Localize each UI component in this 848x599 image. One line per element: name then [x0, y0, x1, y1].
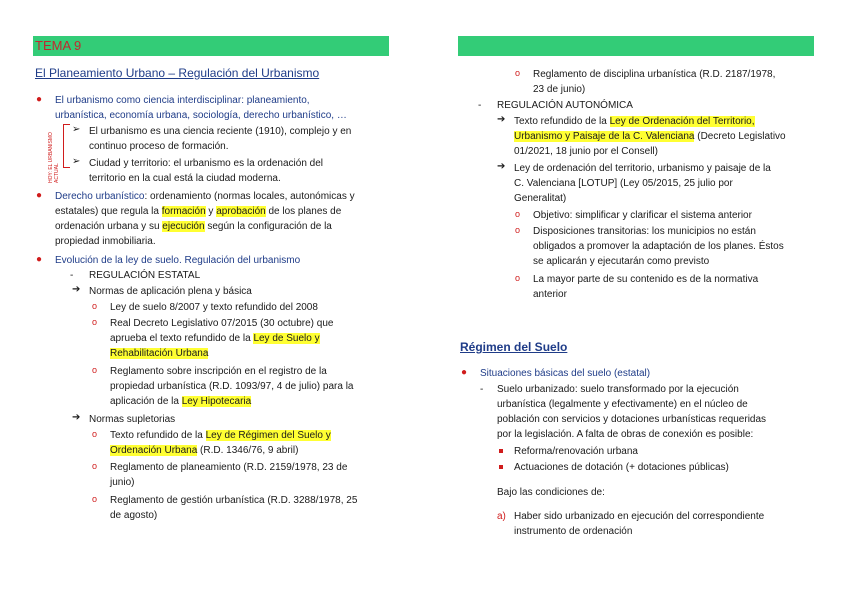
bullet-dot: ● [461, 367, 468, 378]
bajo-line: Bajo las condiciones de: [497, 487, 605, 498]
circle-bullet: o [515, 273, 521, 283]
normas-plenas: Normas de aplicación plena y básica [89, 286, 252, 297]
b2-line1 [55, 189, 355, 204]
arrow-right-icon: ➔ [497, 114, 506, 125]
title-bar-right [458, 36, 814, 56]
ns1-line2 [110, 443, 298, 458]
highlight-formacion: formación [161, 206, 206, 217]
square-bullet [499, 449, 503, 453]
circle-bullet: o [92, 365, 98, 375]
ns3-line2: de agosto) [110, 510, 158, 521]
a-line1: Haber sido urbanizado en ejecución del correspondiente [514, 511, 765, 522]
a-line2: instrumento de ordenación [514, 526, 633, 537]
bullet-dot: ● [36, 94, 43, 105]
q1-line: Reforma/renovación urbana [514, 446, 638, 457]
text: Texto refundido de la [514, 116, 610, 127]
su-line2: urbanística (legalmente y efectivamente) en el núcleo de [497, 399, 748, 410]
circle-bullet: o [515, 225, 521, 235]
text: según la configuración de la [204, 221, 332, 232]
su-line1: Suelo urbanizado: suelo transformado por la ejecución [497, 384, 739, 395]
situaciones-line: Situaciones básicas del suelo (estatal) [480, 368, 651, 379]
highlight-ley-hipotecaria: Ley Hipotecaria [181, 396, 252, 407]
np3-line2: propiedad urbanística (R.D. 1093/97, 4 de julio) para la [110, 381, 354, 392]
ta-line2 [514, 129, 786, 144]
highlight-aprobacion: aprobación [216, 206, 266, 217]
text: aplicación de la [110, 396, 182, 407]
lo-line2: C. Valenciana [LOTUP] (Ley 05/2015, 25 julio por [514, 178, 733, 189]
text: de los planes de [265, 206, 342, 217]
b2-lead: Derecho urbanístico [55, 191, 145, 202]
bullet-dot: ● [36, 254, 43, 265]
lo-line3: Generalitat) [514, 193, 567, 204]
section-heading-planeamiento: El Planeamiento Urbano – Regulación del Urbanismo [35, 66, 320, 80]
normas-supletorias: Normas supletorias [89, 414, 176, 425]
bullet-dot: ● [36, 190, 43, 201]
s1-line2: continuo proceso de formación. [89, 141, 229, 152]
text: y [205, 206, 217, 217]
o2-line3: se aplicarán y ejecutarán como previsto [533, 256, 710, 267]
b1-line1: El urbanismo como ciencia interdisciplinar: planeamiento, [55, 95, 310, 106]
circle-bullet: o [92, 317, 98, 327]
q2-line: Actuaciones de dotación (+ dotaciones públicas) [514, 462, 729, 473]
lo-line1: Ley de ordenación del territorio, urbanismo y paisaje de la [514, 163, 771, 174]
highlight-rehabilitacion: Rehabilitación Urbana [110, 348, 209, 359]
chevron-right-icon: ➢ [72, 124, 81, 135]
arrow-right-icon: ➔ [497, 161, 506, 172]
title-bar-left [33, 36, 389, 56]
circle-bullet: o [92, 494, 98, 504]
o2-line2: obligados a promover la adaptación de los planes. Éstos [533, 241, 784, 252]
o2-line1: Disposiciones transitorias: los municipios no están [533, 226, 756, 237]
b2-line2 [55, 204, 341, 219]
tema-title: TEMA 9 [35, 38, 82, 53]
highlight-ley-regimen: Ley de Régimen del Suelo y [205, 430, 331, 441]
circle-bullet: o [92, 301, 98, 311]
su-line3: población con servicios y dotaciones urbanísticas requeridas [497, 414, 767, 425]
text: ordenación urbana y su [55, 221, 163, 232]
b3-line: Evolución de la ley de suelo. Regulación del urbanismo [55, 255, 301, 266]
ta-line1 [514, 114, 755, 129]
regulacion-autonomica: REGULACIÓN AUTONÓMICA [497, 100, 633, 111]
handwritten-side-note: HOY: EL URBANISMO ACTUAL [48, 132, 60, 183]
text: aprueba el texto refundido de la [110, 333, 254, 344]
text: estatales) que regula la [55, 206, 162, 217]
np2-line3 [110, 346, 208, 361]
ns2-line2: junio) [110, 477, 135, 488]
arrow-right-icon: ➔ [72, 284, 81, 295]
item-a-label: a) [497, 511, 506, 522]
np2-line1: Real Decreto Legislativo 07/2015 (30 octubre) que [110, 318, 334, 329]
o3-line1: La mayor parte de su contenido es de la normativa [533, 274, 759, 285]
o1-line: Objetivo: simplificar y clarificar el sistema anterior [533, 210, 752, 221]
b1-line2: urbanística, economía urbana, sociología, derecho urbanístico, … [55, 110, 347, 121]
dash-marker: - [480, 384, 484, 395]
ns3-line1: Reglamento de gestión urbanística (R.D. 3288/1978, 25 [110, 495, 358, 506]
ns1-line1 [110, 428, 331, 443]
highlight-urbanismo-paisaje: Urbanismo y Paisaje de la C. Valenciana [514, 131, 695, 142]
regulacion-estatal: REGULACIÓN ESTATAL [89, 270, 201, 281]
rd1-line2: 23 de junio) [533, 84, 586, 95]
bracket-mark [63, 124, 70, 168]
s1-line1: El urbanismo es una ciencia reciente (1910), complejo y en [89, 126, 352, 137]
o3-line2: anterior [533, 289, 567, 300]
highlight-ley-ordenacion: Ley de Ordenación del Territorio, [609, 116, 755, 127]
text: Texto refundido de la [110, 430, 206, 441]
circle-bullet: o [92, 461, 98, 471]
text: (R.D. 1346/76, 9 abril) [197, 445, 299, 456]
np1-line: Ley de suelo 8/2007 y texto refundido del 2008 [110, 302, 318, 313]
s2-line1: Ciudad y territorio: el urbanismo es la ordenación del [89, 158, 324, 169]
np3-line3 [110, 394, 251, 409]
b2-line1-rest: : ordenamiento (normas locales, autonómicas y [144, 191, 355, 202]
ns2-line1: Reglamento de planeamiento (R.D. 2159/1978, 23 de [110, 462, 348, 473]
dash-marker: - [70, 270, 74, 281]
su-line4: por la legislación. A falta de obras de conexión es posible: [497, 429, 754, 440]
chevron-right-icon: ➢ [72, 156, 81, 167]
highlight-ordenacion-urbana: Ordenación Urbana [110, 445, 198, 456]
circle-bullet: o [515, 209, 521, 219]
np3-line1: Reglamento sobre inscripción en el registro de la [110, 366, 327, 377]
highlight-ejecucion: ejecución [162, 221, 205, 232]
b2-line4: propiedad inmobiliaria. [55, 236, 156, 247]
rd1-line1: Reglamento de disciplina urbanística (R.D. 2187/1978, [533, 69, 776, 80]
ta-line3: 01/2021, 18 junio por el Consell) [514, 146, 658, 157]
b2-line3 [55, 219, 332, 234]
highlight-ley-suelo: Ley de Suelo y [253, 333, 320, 344]
np2-line2 [110, 331, 320, 346]
square-bullet [499, 465, 503, 469]
s2-line2: territorio en la cual está la ciudad moderna. [89, 173, 281, 184]
section-heading-regimen: Régimen del Suelo [460, 340, 568, 354]
circle-bullet: o [92, 429, 98, 439]
dash-marker: - [478, 100, 482, 111]
text: (Decreto Legislativo [694, 131, 786, 142]
arrow-right-icon: ➔ [72, 412, 81, 423]
circle-bullet: o [515, 68, 521, 78]
